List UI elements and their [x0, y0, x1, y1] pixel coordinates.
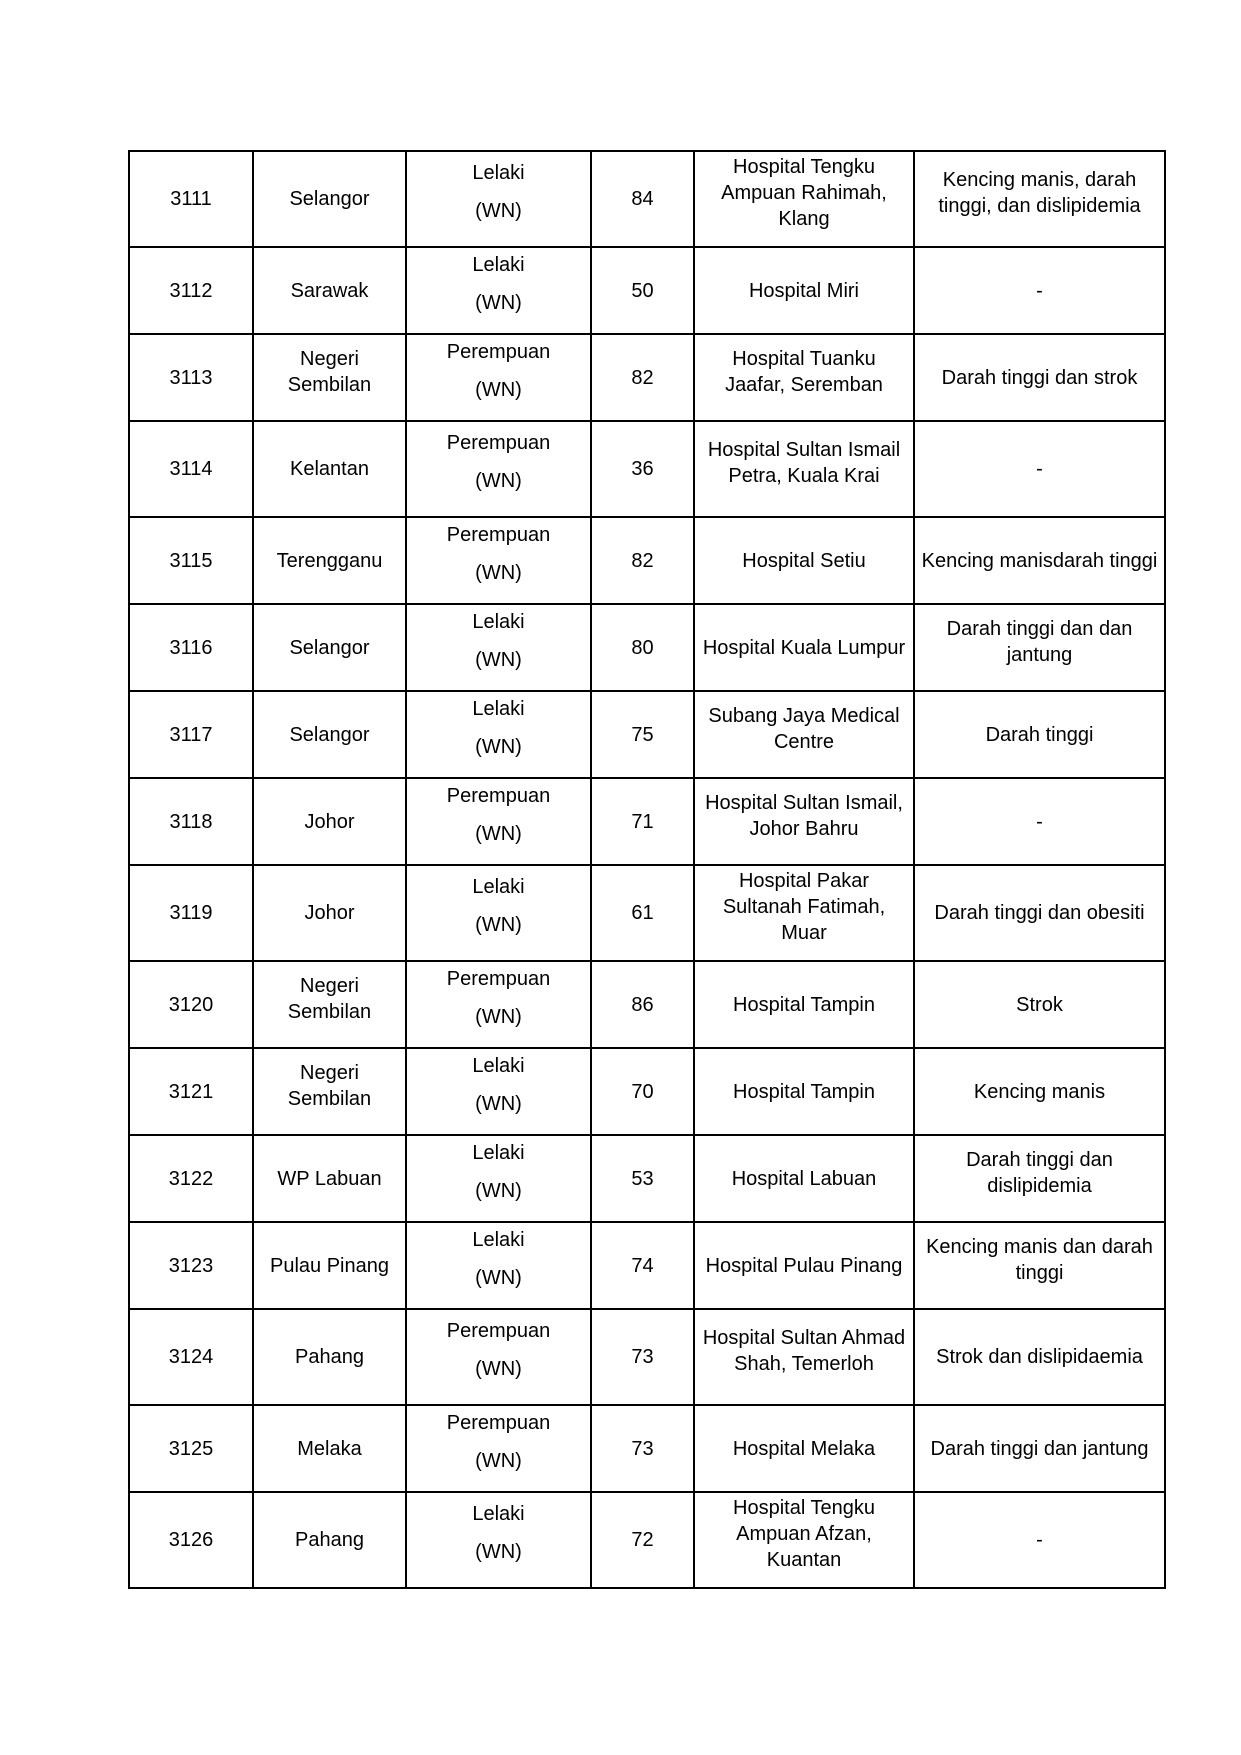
hospital-cell	[694, 691, 914, 778]
state: Terengganu	[276, 549, 383, 572]
hospital-cell	[694, 1492, 914, 1588]
hospital: Hospital Labuan	[731, 1167, 877, 1190]
comorbidity: Kencing manis dan darah tinggi	[926, 1235, 1153, 1284]
comorbidity: Darah tinggi dan dislipidemia	[966, 1148, 1113, 1197]
case-number: 3114	[169, 458, 213, 480]
hospital: Hospital Sultan Ismail Petra, Kuala Krai	[707, 439, 901, 487]
age-cell	[591, 1048, 694, 1135]
case-number-cell	[129, 865, 253, 961]
age: 70	[631, 1080, 654, 1103]
age-cell	[591, 247, 694, 334]
age: 61	[631, 902, 654, 924]
comorbidity: Darah tinggi dan obesiti	[934, 902, 1145, 924]
gender: Lelaki	[472, 1228, 525, 1251]
age: 82	[631, 549, 654, 572]
case-number-cell	[129, 1048, 253, 1135]
case-number: 3126	[168, 1529, 214, 1551]
age-cell	[591, 1135, 694, 1222]
state-cell	[253, 865, 406, 961]
case-number-cell	[129, 1222, 253, 1309]
state: Selangor	[289, 188, 370, 210]
case-number: 3119	[169, 902, 213, 924]
case-number: 3111	[170, 188, 212, 210]
age-cell	[591, 778, 694, 865]
state: WP Labuan	[277, 1167, 382, 1190]
gender-cell	[406, 691, 591, 778]
age-cell	[591, 1405, 694, 1492]
comorbidity-cell	[914, 247, 1165, 334]
table-row	[129, 778, 1165, 865]
nationality: (WN)	[475, 648, 522, 671]
age: 73	[631, 1346, 654, 1368]
hospital-cell	[694, 517, 914, 604]
hospital: Hospital Miri	[748, 279, 860, 302]
gender: Perempuan	[446, 1320, 551, 1342]
gender: Lelaki	[472, 697, 525, 720]
table-row	[129, 247, 1165, 334]
comorbidity-cell	[914, 334, 1165, 421]
state: Pahang	[295, 1529, 364, 1551]
comorbidity: Kencing manis	[973, 1080, 1106, 1103]
age-cell	[591, 691, 694, 778]
comorbidity: Strok dan dislipidaemia	[936, 1346, 1143, 1368]
comorbidity-cell	[914, 1135, 1165, 1222]
case-number: 3113	[169, 366, 213, 389]
gender: Perempuan	[446, 1411, 551, 1434]
case-number: 3116	[169, 636, 213, 659]
gender-cell	[406, 961, 591, 1048]
case-number: 3117	[169, 723, 213, 746]
age: 75	[631, 723, 654, 746]
age: 86	[631, 993, 654, 1016]
age: 74	[631, 1254, 654, 1277]
state-cell	[253, 691, 406, 778]
age-cell	[591, 517, 694, 604]
comorbidity-cell	[914, 604, 1165, 691]
age: 80	[631, 636, 654, 659]
nationality: (WN)	[475, 470, 522, 492]
age-cell	[591, 1309, 694, 1405]
nationality: (WN)	[475, 1266, 522, 1289]
nationality: (WN)	[475, 200, 522, 222]
case-table-body	[129, 151, 1165, 1588]
case-number-cell	[129, 604, 253, 691]
gender-cell	[406, 151, 591, 247]
hospital-cell	[694, 1222, 914, 1309]
comorbidity-cell	[914, 1222, 1165, 1309]
table-row	[129, 691, 1165, 778]
nationality: (WN)	[475, 1358, 522, 1380]
table-row	[129, 334, 1165, 421]
gender: Perempuan	[446, 432, 551, 454]
gender: Perempuan	[446, 784, 551, 807]
case-number-cell	[129, 421, 253, 517]
age: 36	[631, 458, 654, 480]
case-number-cell	[129, 334, 253, 421]
hospital-cell	[694, 1309, 914, 1405]
hospital-cell	[694, 151, 914, 247]
gender: Lelaki	[472, 1141, 525, 1164]
hospital: Subang Jaya Medical Centre	[708, 704, 900, 753]
hospital-cell	[694, 421, 914, 517]
gender-cell	[406, 334, 591, 421]
nationality: (WN)	[475, 1005, 522, 1028]
nationality: (WN)	[475, 1541, 522, 1563]
gender: Lelaki	[472, 876, 525, 898]
age-cell	[591, 1492, 694, 1588]
comorbidity: -	[1036, 1529, 1043, 1551]
case-number-cell	[129, 151, 253, 247]
table-row	[129, 1048, 1165, 1135]
case-number: 3118	[169, 810, 213, 833]
comorbidity-cell	[914, 778, 1165, 865]
hospital-cell	[694, 1048, 914, 1135]
hospital-cell	[694, 604, 914, 691]
hospital: Hospital Sultan Ismail, Johor Bahru	[705, 791, 903, 840]
table-row	[129, 1309, 1165, 1405]
age-cell	[591, 421, 694, 517]
state-cell	[253, 1492, 406, 1588]
hospital: Hospital Tengku Ampuan Rahimah, Klang	[721, 156, 887, 230]
hospital-cell	[694, 961, 914, 1048]
age: 50	[631, 279, 654, 302]
hospital: Hospital Tampin	[733, 1080, 875, 1103]
state-cell	[253, 1405, 406, 1492]
hospital: Hospital Pakar Sultanah Fatimah, Muar	[722, 870, 886, 944]
gender-cell	[406, 1135, 591, 1222]
state-cell	[253, 1048, 406, 1135]
gender-cell	[406, 604, 591, 691]
comorbidity: -	[1036, 458, 1043, 480]
case-number: 3125	[168, 1437, 214, 1460]
comorbidity: -	[1036, 279, 1043, 302]
gender-cell	[406, 247, 591, 334]
comorbidity: Strok	[1016, 993, 1063, 1016]
case-number: 3124	[168, 1346, 214, 1368]
state: Selangor	[289, 636, 370, 659]
comorbidity: Darah tinggi	[985, 723, 1094, 746]
comorbidity: Kencing manis, darah tinggi, dan dislipidemia	[938, 169, 1141, 217]
state-cell	[253, 247, 406, 334]
state-cell	[253, 1135, 406, 1222]
table-row	[129, 517, 1165, 604]
age: 53	[631, 1167, 654, 1190]
gender: Perempuan	[446, 340, 551, 363]
case-number-cell	[129, 1135, 253, 1222]
gender-cell	[406, 865, 591, 961]
case-number-cell	[129, 691, 253, 778]
hospital: Hospital Tampin	[733, 993, 875, 1016]
hospital-cell	[694, 1405, 914, 1492]
hospital: Hospital Setiu	[742, 549, 866, 572]
hospital: Hospital Melaka	[732, 1437, 876, 1460]
state-cell	[253, 961, 406, 1048]
hospital: Hospital Kuala Lumpur	[702, 636, 906, 659]
table-row	[129, 865, 1165, 961]
gender-cell	[406, 778, 591, 865]
comorbidity: Darah tinggi dan jantung	[930, 1437, 1149, 1460]
case-number-cell	[129, 1492, 253, 1588]
case-number: 3120	[168, 993, 214, 1016]
nationality: (WN)	[475, 378, 522, 401]
comorbidity-cell	[914, 1405, 1165, 1492]
state: Negeri Sembilan	[287, 1061, 372, 1110]
comorbidity-cell	[914, 865, 1165, 961]
gender-cell	[406, 421, 591, 517]
gender-cell	[406, 1492, 591, 1588]
gender: Lelaki	[472, 1503, 525, 1525]
comorbidity: -	[1036, 810, 1043, 833]
state-cell	[253, 517, 406, 604]
case-number-cell	[129, 961, 253, 1048]
hospital-cell	[694, 334, 914, 421]
age-cell	[591, 604, 694, 691]
gender: Perempuan	[446, 523, 551, 546]
nationality: (WN)	[475, 822, 522, 845]
table-row	[129, 151, 1165, 247]
hospital-cell	[694, 865, 914, 961]
table-row	[129, 961, 1165, 1048]
table-row	[129, 1135, 1165, 1222]
state-cell	[253, 1222, 406, 1309]
nationality: (WN)	[475, 914, 522, 936]
age: 82	[631, 366, 654, 389]
state: Negeri Sembilan	[287, 974, 372, 1023]
case-number-cell	[129, 778, 253, 865]
gender: Perempuan	[446, 967, 551, 990]
hospital-cell	[694, 778, 914, 865]
case-table	[128, 150, 1166, 1589]
gender-cell	[406, 1048, 591, 1135]
case-number-cell	[129, 247, 253, 334]
gender: Lelaki	[472, 1054, 525, 1077]
case-number: 3123	[168, 1254, 214, 1277]
state: Sarawak	[290, 279, 369, 302]
hospital-cell	[694, 1135, 914, 1222]
state: Pulau Pinang	[270, 1254, 389, 1277]
case-number: 3121	[168, 1080, 214, 1103]
table-row	[129, 1405, 1165, 1492]
nationality: (WN)	[475, 735, 522, 758]
state-cell	[253, 421, 406, 517]
gender: Lelaki	[472, 610, 525, 633]
comorbidity-cell	[914, 691, 1165, 778]
state-cell	[253, 1309, 406, 1405]
state: Negeri Sembilan	[287, 347, 372, 396]
nationality: (WN)	[475, 1179, 522, 1202]
hospital: Hospital Tuanku Jaafar, Seremban	[725, 347, 883, 396]
table-row	[129, 1492, 1165, 1588]
comorbidity-cell	[914, 961, 1165, 1048]
case-number-cell	[129, 1309, 253, 1405]
gender-cell	[406, 1222, 591, 1309]
age: 71	[631, 810, 654, 833]
comorbidity-cell	[914, 421, 1165, 517]
state: Melaka	[297, 1437, 362, 1460]
comorbidity-cell	[914, 1048, 1165, 1135]
nationality: (WN)	[475, 1449, 522, 1472]
comorbidity-cell	[914, 517, 1165, 604]
case-number-cell	[129, 1405, 253, 1492]
age: 73	[631, 1437, 654, 1460]
state: Pahang	[295, 1346, 364, 1368]
state-cell	[253, 604, 406, 691]
age-cell	[591, 961, 694, 1048]
comorbidity: Kencing manisdarah tinggi	[921, 549, 1158, 572]
state-cell	[253, 778, 406, 865]
nationality: (WN)	[475, 291, 522, 314]
gender: Lelaki	[472, 253, 525, 276]
comorbidity: Darah tinggi dan strok	[941, 366, 1138, 389]
age-cell	[591, 865, 694, 961]
gender-cell	[406, 1405, 591, 1492]
case-number: 3112	[169, 279, 213, 302]
hospital: Hospital Tengku Ampuan Afzan, Kuantan	[733, 1497, 875, 1571]
hospital: Hospital Sultan Ahmad Shah, Temerloh	[702, 1327, 906, 1375]
table-row	[129, 421, 1165, 517]
state-cell	[253, 151, 406, 247]
case-number: 3122	[168, 1167, 214, 1190]
age: 84	[631, 188, 654, 210]
nationality: (WN)	[475, 1092, 522, 1115]
state: Kelantan	[290, 458, 369, 480]
hospital: Hospital Pulau Pinang	[705, 1254, 903, 1277]
comorbidity: Darah tinggi dan dan jantung	[946, 617, 1133, 666]
case-number-cell	[129, 517, 253, 604]
age: 72	[631, 1529, 654, 1551]
table-row	[129, 1222, 1165, 1309]
case-number: 3115	[169, 549, 213, 572]
gender-cell	[406, 1309, 591, 1405]
gender: Lelaki	[472, 162, 525, 184]
comorbidity-cell	[914, 1492, 1165, 1588]
comorbidity-cell	[914, 1309, 1165, 1405]
gender-cell	[406, 517, 591, 604]
nationality: (WN)	[475, 561, 522, 584]
age-cell	[591, 1222, 694, 1309]
state: Johor	[304, 902, 355, 924]
state: Johor	[304, 810, 355, 833]
hospital-cell	[694, 247, 914, 334]
state: Selangor	[289, 723, 370, 746]
age-cell	[591, 151, 694, 247]
table-row	[129, 604, 1165, 691]
age-cell	[591, 334, 694, 421]
state-cell	[253, 334, 406, 421]
comorbidity-cell	[914, 151, 1165, 247]
